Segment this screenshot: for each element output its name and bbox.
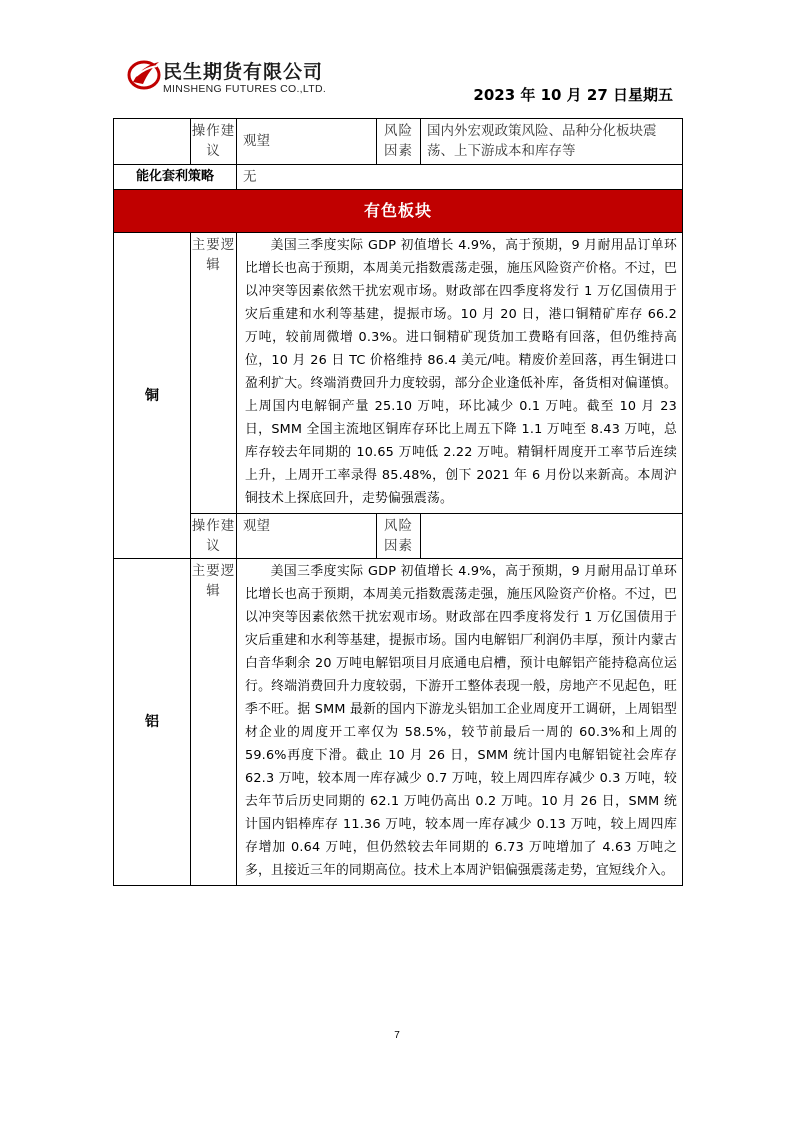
company-name-cn: 民生期货有限公司 — [163, 61, 324, 83]
section-header-row — [114, 190, 683, 233]
section-title: 有色板块 — [114, 190, 683, 233]
risk-label: 风险因素 — [377, 119, 421, 165]
report-date: 2023 年 10 月 27 日星期五 — [473, 86, 673, 104]
risk-value: 国内外宏观政策风险、品种分化板块震荡、上下游成本和库存等 — [421, 119, 683, 165]
op-label: 操作建议 — [191, 119, 237, 165]
aluminum-logic-text: 美国三季度实际 GDP 初值增长 4.9%，高于预期，9 月耐用品订单环比增长也高于预期，本周美元指数震荡走强，施压风险资产价格。不过，巴以冲突等因素依然干扰宏观市场。财政部在四季度将发行 1 万亿国债用于灾后重建和水利等基建，提振市场。国内电解铝厂利润仍丰厚，预计内蒙古白音华剩余 20 万吨电解铝项目月底通电启槽，预计电解铝产能持稳高位运行。终端消费回升力度较弱，下游开工整体表现一般，房地产不见起色，旺季不旺。据 SMM 最新的国内下游龙头铝加工企业周度开工调研，上周铝型材企业的周度开工率仅为 58.5%，较节前最后一周的 60.3%和上周的 59.6%再度下滑。截止 10 月 26 日，SMM 统计国内电解铝锭社会库存 62.3 万吨，较本周一库存减少 0.7 万吨，较上周四库存减少 0.3 万吨，较去年节后历史同期的 62.1 万吨仍高出 0.2 万吨。10 月 26 日，SMM 统计国内铝棒库存 11.36 万吨，较本周一库存减少 0.13 万吨，较上周四库存增加 0.64 万吨，但仍然较去年同期的 6.73 万吨增加了 4.63 万吨之多，且接近三年的同期高位。技术上本周沪铝偏强震荡走势，宜短线介入。 — [245, 564, 677, 878]
logic-label: 主要逻辑 — [191, 559, 237, 886]
company-name-en: MINSHENG FUTURES CO.,LTD. — [163, 83, 327, 95]
copper-logic-cell — [237, 233, 683, 514]
risk-label: 风险因素 — [377, 514, 421, 559]
page-number: 7 — [394, 1030, 400, 1041]
company-logo — [127, 56, 367, 100]
op-label: 操作建议 — [191, 514, 237, 559]
commodity-table — [113, 118, 683, 886]
aluminum-logic-cell — [237, 559, 683, 886]
op-value: 观望 — [237, 514, 377, 559]
table-row — [114, 165, 683, 190]
strategy-label: 能化套利策略 — [114, 165, 237, 190]
copper-logic-text: 美国三季度实际 GDP 初值增长 4.9%，高于预期，9 月耐用品订单环比增长也高于预期，本周美元指数震荡走强，施压风险资产价格。不过，巴以冲突等因素依然干扰宏观市场。财政部在四季度将发行 1 万亿国债用于灾后重建和水利等基建，提振市场。10 月 20 日，港口铜精矿库存 66.2 万吨，较前周微增 0.3%。进口铜精矿现货加工费略有回落，但仍维持高位，10 月 26 日 TC 价格维持 86.4 美元/吨。精废价差回落，再生铜进口盈利扩大。终端消费回升力度较弱，部分企业逢低补库，备货相对偏谨慎。上周国内电解铜产量 25.10 万吨，环比减少 0.1 万吨。截至 10 月 23 日，SMM 全国主流地区铜库存环比上周五下降 1.1 万吨至 8.43 万吨，总库存较去年同期的 10.65 万吨低 2.22 万吨。精铜杆周度开工率节后连续上升，上周开工率录得 85.48%，创下 2021 年 6 月份以来新高。本周沪铜技术上探底回升，走势偏强震荡。 — [245, 238, 677, 506]
strategy-value: 无 — [237, 165, 683, 190]
table-row — [114, 559, 683, 886]
risk-value — [421, 514, 683, 559]
logic-label: 主要逻辑 — [191, 233, 237, 514]
minsheng-logo-icon — [127, 56, 163, 92]
metal-name-aluminum: 铝 — [114, 559, 191, 886]
op-value: 观望 — [237, 119, 377, 165]
blank-cell — [114, 119, 191, 165]
table-row — [114, 514, 683, 559]
table-row — [114, 233, 683, 514]
metal-name-copper: 铜 — [114, 233, 191, 559]
table-row — [114, 119, 683, 165]
